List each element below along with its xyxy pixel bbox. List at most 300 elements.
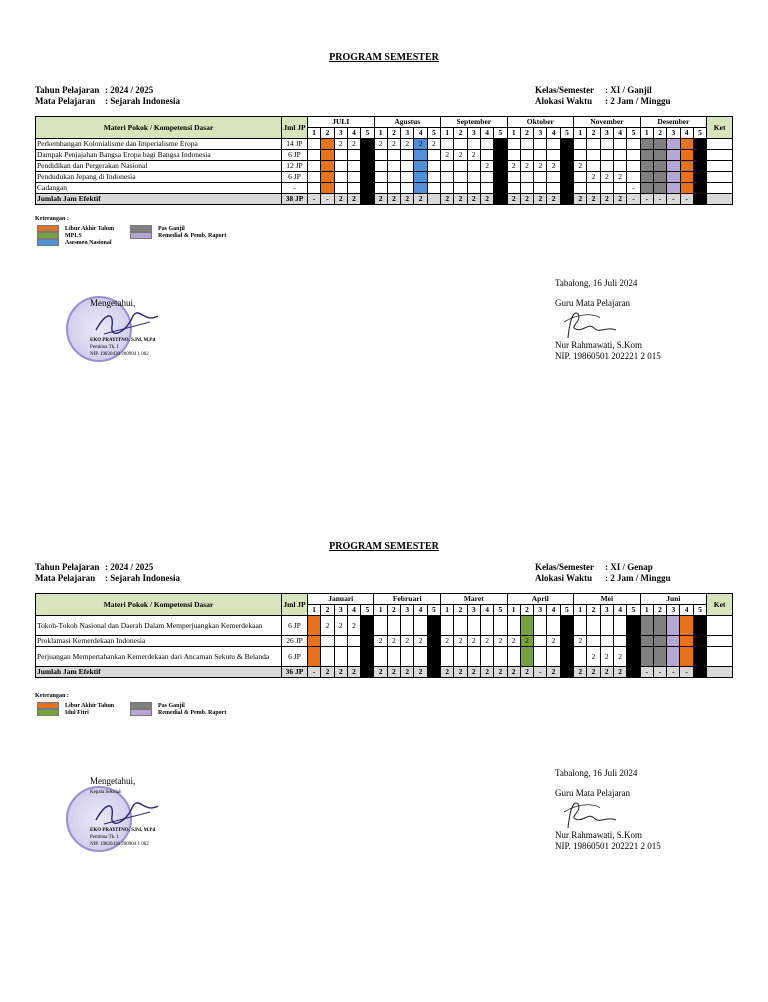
week-cell	[308, 139, 321, 150]
tahun-label: Tahun Pelajaran	[35, 562, 100, 572]
page-title: PROGRAM SEMESTER	[329, 541, 439, 552]
week-cell: 2	[387, 139, 400, 150]
place-date: Tabalong, 16 Juli 2024	[555, 278, 638, 288]
week-number: 2	[587, 605, 600, 616]
week-cell	[640, 183, 653, 194]
week-cell	[414, 616, 427, 636]
week-cell	[401, 647, 414, 667]
kepsek-nip: NIP. 19820430 200904 1 002	[90, 842, 149, 847]
week-cell	[507, 139, 520, 150]
total-week-cell: 2	[414, 667, 427, 678]
week-cell: 2	[347, 139, 360, 150]
month-header: September	[441, 117, 508, 128]
alokasi-label: Alokasi Waktu	[535, 573, 593, 583]
ket-cell	[707, 183, 733, 194]
week-cell	[414, 150, 427, 161]
week-cell	[560, 139, 573, 150]
total-week-cell: -	[627, 194, 640, 205]
week-cell	[600, 150, 613, 161]
week-cell	[600, 636, 613, 647]
total-week-cell: 2	[467, 194, 480, 205]
week-cell	[534, 183, 547, 194]
table-row	[36, 139, 733, 150]
week-cell	[560, 636, 573, 647]
materi-cell: Proklamasi Kemerdekaan Indonesia	[36, 636, 282, 647]
week-cell	[427, 647, 440, 667]
week-cell	[361, 150, 374, 161]
week-cell	[374, 150, 387, 161]
total-week-cell	[693, 194, 706, 205]
week-cell	[574, 172, 587, 183]
legend-item: Pas Ganjil	[130, 225, 185, 232]
guru-label: Guru Mata Pelajaran	[555, 298, 630, 308]
week-cell: 2	[480, 161, 493, 172]
week-cell	[640, 150, 653, 161]
week-cell	[308, 172, 321, 183]
week-cell	[574, 139, 587, 150]
week-cell	[494, 172, 507, 183]
week-cell	[534, 150, 547, 161]
legend-swatch	[37, 702, 59, 709]
week-cell	[441, 616, 454, 636]
total-week-cell: 2	[547, 194, 560, 205]
alokasi-value: : 2 Jam / Minggu	[605, 573, 671, 583]
week-cell: 2	[600, 172, 613, 183]
week-cell	[653, 183, 666, 194]
week-number: 1	[374, 128, 387, 139]
guru-name: Nur Rahmawati, S.Kom	[555, 830, 642, 840]
week-cell	[547, 647, 560, 667]
week-cell	[693, 172, 706, 183]
total-jp: 38 JP	[282, 194, 308, 205]
legend	[35, 216, 335, 256]
week-cell: 2	[334, 616, 347, 636]
guru-signature-icon	[560, 798, 620, 832]
table-row	[36, 150, 733, 161]
week-cell: 2	[374, 636, 387, 647]
meta-left	[35, 562, 180, 584]
legend-item: Libur Akhir Tahun	[37, 225, 114, 232]
week-cell	[627, 150, 640, 161]
materi-cell: Tokoh-Tokoh Nasional dan Daerah Dalam Memperjuangkan Kemerdekaan	[36, 616, 282, 636]
week-number: 2	[520, 605, 533, 616]
mapel-value: : Sejarah Indonesia	[105, 573, 181, 583]
week-cell	[454, 172, 467, 183]
meta-left	[35, 85, 180, 107]
week-cell	[308, 647, 321, 667]
week-cell	[640, 616, 653, 636]
week-cell	[308, 150, 321, 161]
meta-right	[535, 562, 671, 584]
week-cell: 2	[614, 172, 627, 183]
jp-cell: 6 JP	[282, 647, 308, 667]
week-cell	[347, 647, 360, 667]
semester-ganjil	[0, 0, 768, 500]
week-number: 2	[653, 128, 666, 139]
week-cell	[334, 150, 347, 161]
week-cell	[454, 616, 467, 636]
week-cell	[627, 172, 640, 183]
week-number: 3	[534, 128, 547, 139]
week-cell	[667, 172, 680, 183]
total-week-cell: 2	[614, 194, 627, 205]
week-cell	[401, 172, 414, 183]
week-number: 2	[321, 128, 334, 139]
week-cell	[374, 172, 387, 183]
jp-cell: 6 JP	[282, 172, 308, 183]
week-cell: -	[627, 183, 640, 194]
week-cell	[653, 139, 666, 150]
week-cell	[680, 636, 693, 647]
week-cell	[600, 183, 613, 194]
week-cell	[560, 150, 573, 161]
kelas-value: : XI / Genap	[605, 562, 653, 572]
alokasi-label: Alokasi Waktu	[535, 96, 593, 106]
week-cell	[574, 616, 587, 636]
ket-cell	[707, 616, 733, 636]
week-cell	[361, 647, 374, 667]
total-week-cell: 2	[547, 667, 560, 678]
week-cell: 2	[574, 161, 587, 172]
week-cell: 2	[414, 636, 427, 647]
week-cell	[680, 183, 693, 194]
week-cell	[334, 161, 347, 172]
tahun-label: Tahun Pelajaran	[35, 85, 100, 95]
week-cell	[587, 183, 600, 194]
week-cell	[467, 647, 480, 667]
total-week-cell: 2	[534, 194, 547, 205]
kepsek-signature-icon	[92, 798, 162, 828]
total-week-cell: 2	[613, 667, 626, 678]
week-number: 1	[308, 128, 321, 139]
week-cell	[640, 161, 653, 172]
materi-header: Materi Pokok / Kompetensi Dasar	[36, 117, 282, 139]
week-number: 4	[414, 128, 427, 139]
week-number: 5	[494, 128, 507, 139]
week-number: 1	[308, 605, 321, 616]
week-cell: 2	[613, 647, 626, 667]
week-cell	[414, 647, 427, 667]
week-cell	[507, 647, 520, 667]
week-cell: 2	[374, 139, 387, 150]
week-number: 4	[680, 128, 693, 139]
week-cell	[574, 183, 587, 194]
total-label: Jumlah Jam Efektif	[36, 667, 282, 678]
month-header: Februari	[374, 594, 441, 605]
meta-right	[535, 85, 671, 107]
total-week-cell: 2	[374, 194, 387, 205]
week-number: 2	[387, 128, 400, 139]
week-cell	[680, 161, 693, 172]
week-cell	[547, 150, 560, 161]
total-week-cell: -	[667, 194, 680, 205]
total-week-cell: -	[308, 667, 321, 678]
week-cell	[361, 139, 374, 150]
tahun-value: : 2024 / 2025	[105, 562, 154, 572]
ket-cell	[707, 647, 733, 667]
week-cell	[321, 636, 334, 647]
program-semester-table	[35, 116, 733, 205]
week-cell	[334, 172, 347, 183]
week-number: 4	[547, 605, 560, 616]
week-cell	[480, 616, 493, 636]
week-cell	[667, 150, 680, 161]
week-cell	[494, 150, 507, 161]
total-week-cell	[693, 667, 706, 678]
place-date: Tabalong, 16 Juli 2024	[555, 768, 638, 778]
week-cell: 2	[427, 139, 440, 150]
alokasi-value: : 2 Jam / Minggu	[605, 96, 671, 106]
week-cell	[520, 150, 533, 161]
week-cell	[361, 183, 374, 194]
total-week-cell: 2	[600, 194, 613, 205]
kepsek-signature-icon	[92, 308, 162, 338]
week-number: 5	[560, 128, 573, 139]
month-header: Januari	[308, 594, 374, 605]
week-cell	[387, 172, 400, 183]
jp-cell: 26 JP	[282, 636, 308, 647]
week-cell	[334, 647, 347, 667]
week-cell	[387, 150, 400, 161]
week-number: 3	[600, 605, 613, 616]
week-cell	[414, 183, 427, 194]
week-cell	[414, 161, 427, 172]
week-cell	[480, 183, 493, 194]
week-cell	[507, 616, 520, 636]
total-week-cell: 2	[587, 667, 600, 678]
week-cell	[653, 161, 666, 172]
week-cell	[614, 139, 627, 150]
page-title: PROGRAM SEMESTER	[329, 52, 439, 63]
week-cell	[321, 139, 334, 150]
week-cell	[587, 636, 600, 647]
jp-cell: 6 JP	[282, 150, 308, 161]
jp-cell: 6 JP	[282, 616, 308, 636]
materi-cell: Perkembangan Kolonialisme dan Imperialisme Eropa	[36, 139, 282, 150]
week-cell	[374, 616, 387, 636]
week-cell: 2	[454, 636, 467, 647]
week-cell	[441, 647, 454, 667]
week-cell	[401, 161, 414, 172]
week-cell	[480, 647, 493, 667]
total-week-cell	[427, 194, 440, 205]
week-number: 5	[627, 128, 640, 139]
week-cell	[494, 139, 507, 150]
total-week-cell	[560, 667, 573, 678]
week-cell	[613, 616, 626, 636]
ket-cell	[707, 139, 733, 150]
week-cell	[587, 161, 600, 172]
week-cell	[520, 647, 533, 667]
legend-item: Asesmen Nasional	[37, 239, 112, 246]
week-cell	[627, 636, 640, 647]
legend-item: MPLS	[37, 232, 82, 239]
week-cell	[494, 161, 507, 172]
guru-nip: NIP. 19860501 202221 2 015	[555, 841, 661, 851]
week-cell	[401, 616, 414, 636]
week-cell	[520, 139, 533, 150]
week-cell	[627, 616, 640, 636]
table-row	[36, 636, 733, 647]
week-cell: 2	[494, 636, 507, 647]
week-cell	[547, 139, 560, 150]
week-number: 5	[427, 605, 440, 616]
table-row	[36, 183, 733, 194]
ket-header: Ket	[707, 594, 733, 616]
week-cell: 2	[587, 647, 600, 667]
total-week-cell: 2	[401, 194, 414, 205]
week-cell: 2	[347, 616, 360, 636]
week-number: 4	[347, 605, 360, 616]
total-week-cell: 2	[494, 667, 507, 678]
week-cell	[627, 139, 640, 150]
total-week-cell: -	[640, 667, 653, 678]
total-week-cell: 2	[587, 194, 600, 205]
week-cell	[693, 183, 706, 194]
week-cell	[427, 183, 440, 194]
week-cell	[547, 172, 560, 183]
week-cell	[507, 183, 520, 194]
week-cell: 2	[401, 139, 414, 150]
week-cell	[441, 183, 454, 194]
total-week-cell: -	[308, 194, 321, 205]
week-number: 5	[560, 605, 573, 616]
week-cell	[667, 616, 680, 636]
week-number: 4	[347, 128, 360, 139]
total-week-cell: 2	[347, 667, 360, 678]
week-number: 3	[600, 128, 613, 139]
month-header: Desember	[640, 117, 707, 128]
week-number: 1	[507, 605, 520, 616]
week-number: 2	[520, 128, 533, 139]
week-cell: 2	[387, 636, 400, 647]
week-cell	[534, 172, 547, 183]
kelas-label: Kelas/Semester	[535, 85, 594, 95]
week-cell	[480, 172, 493, 183]
total-week-cell: 2	[441, 667, 454, 678]
week-cell	[347, 636, 360, 647]
week-cell	[374, 161, 387, 172]
week-number: 4	[414, 605, 427, 616]
week-cell	[347, 183, 360, 194]
total-week-cell: 2	[467, 667, 480, 678]
kepsek-rank: Pembina Tk. I	[90, 345, 119, 350]
week-cell	[387, 647, 400, 667]
week-cell	[693, 636, 706, 647]
program-semester-table	[35, 593, 733, 678]
week-number: 2	[321, 605, 334, 616]
total-week-cell: 2	[387, 667, 400, 678]
kepsek-name: EKO PRAYITNO, S.Pd, M.Pd	[90, 828, 156, 833]
week-cell	[627, 647, 640, 667]
week-cell	[693, 161, 706, 172]
week-cell	[547, 183, 560, 194]
legend-swatch	[130, 709, 152, 716]
kepsek-nip: NIP. 19820430 200904 1 002	[90, 352, 149, 357]
materi-cell: Dampak Penjajahan Bangsa Eropa bagi Bangsa Indonesia	[36, 150, 282, 161]
week-cell	[494, 616, 507, 636]
materi-cell: Perjuangan Mempertahankan Kemerdekaan dari Ancaman Sekutu & Belanda	[36, 647, 282, 667]
week-number: 2	[653, 605, 666, 616]
kelas-value: : XI / Ganjil	[605, 85, 652, 95]
total-jp: 36 JP	[282, 667, 308, 678]
week-number: 5	[693, 605, 706, 616]
week-cell	[401, 183, 414, 194]
mapel-label: Mata Pelajaran	[35, 573, 96, 583]
week-cell: 2	[507, 636, 520, 647]
week-cell	[600, 139, 613, 150]
week-cell: 2	[547, 161, 560, 172]
week-number: 2	[454, 605, 467, 616]
week-cell	[560, 183, 573, 194]
week-cell	[534, 636, 547, 647]
week-number: 3	[401, 128, 414, 139]
total-ket	[707, 194, 733, 205]
week-number: 5	[693, 128, 706, 139]
jp-cell: -	[282, 183, 308, 194]
ket-cell	[707, 636, 733, 647]
guru-name: Nur Rahmawati, S.Kom	[555, 340, 642, 350]
legend-item: Remedial & Pemb. Raport	[130, 709, 226, 716]
legend-item: Remedial & Pemb. Raport	[130, 232, 226, 239]
week-cell	[494, 183, 507, 194]
total-week-cell: 2	[454, 194, 467, 205]
total-week-cell: 2	[374, 667, 387, 678]
week-number: 5	[627, 605, 640, 616]
mapel-value: : Sejarah Indonesia	[105, 96, 181, 106]
total-week-cell	[361, 667, 374, 678]
week-cell	[613, 636, 626, 647]
week-cell	[587, 150, 600, 161]
week-cell	[308, 183, 321, 194]
week-cell: 2	[547, 636, 560, 647]
week-cell	[693, 647, 706, 667]
total-week-cell: 2	[507, 667, 520, 678]
total-week-cell	[627, 667, 640, 678]
total-week-cell: -	[321, 194, 334, 205]
week-cell	[480, 139, 493, 150]
total-week-cell: -	[534, 667, 547, 678]
kepsek-title: Kepala Sekolah	[90, 790, 122, 795]
legend	[35, 693, 335, 723]
week-cell	[693, 139, 706, 150]
jp-cell: 14 JP	[282, 139, 308, 150]
total-week-cell: 2	[321, 667, 334, 678]
week-number: 1	[640, 128, 653, 139]
week-cell	[427, 636, 440, 647]
mengetahui-label: Mengetahui,	[90, 776, 136, 786]
ket-header: Ket	[707, 117, 733, 139]
kepsek-name: EKO PRAYITNO, S.Pd, M.Pd	[90, 338, 156, 343]
week-number: 4	[680, 605, 693, 616]
week-cell	[467, 139, 480, 150]
legend-item: Idul Fitri	[37, 709, 89, 716]
week-cell	[640, 172, 653, 183]
week-cell: 2	[520, 636, 533, 647]
legend-swatch	[130, 232, 152, 239]
week-cell	[427, 616, 440, 636]
total-week-cell: 2	[334, 667, 347, 678]
week-number: 3	[667, 605, 680, 616]
week-cell	[640, 636, 653, 647]
legend-title: Keterangan :	[35, 216, 69, 222]
month-header: Mei	[574, 594, 641, 605]
week-cell	[454, 139, 467, 150]
week-number: 4	[613, 605, 626, 616]
total-week-cell: -	[640, 194, 653, 205]
week-number: 1	[374, 605, 387, 616]
week-cell	[347, 172, 360, 183]
